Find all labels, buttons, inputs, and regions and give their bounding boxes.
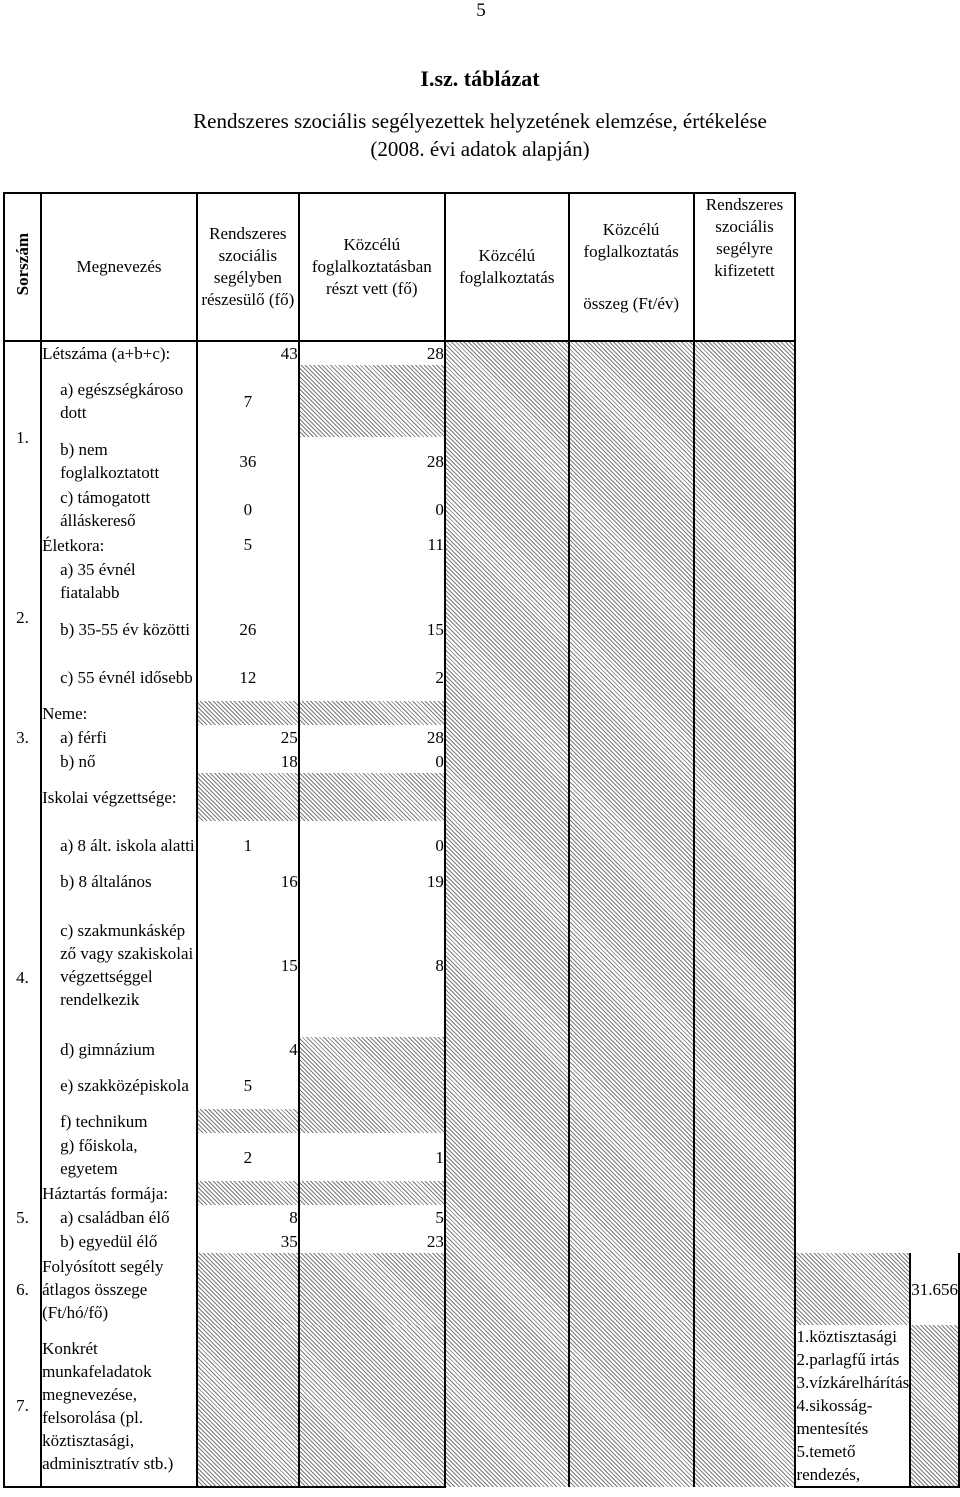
row-label: f) technikum <box>41 1109 197 1133</box>
cell-value: 0 <box>299 821 445 869</box>
cell-value: 19 <box>299 869 445 893</box>
cell-value: 18 <box>197 749 299 773</box>
section-1-head: Létszáma (a+b+c): <box>41 341 197 365</box>
hatched-cell <box>197 1325 299 1487</box>
table-row <box>4 341 959 365</box>
cell-value: 16 <box>197 869 299 893</box>
hatched-cell <box>299 365 445 437</box>
hatched-cell <box>795 1253 910 1325</box>
cell-value: 1 <box>299 1133 445 1181</box>
data-table <box>3 192 960 1488</box>
row-label: a) 8 ált. iskola alatti <box>41 821 197 869</box>
header-row <box>4 193 959 341</box>
cell-value: 28 <box>299 725 445 749</box>
page-number: 5 <box>476 0 486 21</box>
row-number-3: 3. <box>4 701 41 773</box>
subtitle-line-2: (2008. évi adatok alapján) <box>370 137 590 161</box>
table-title: I.sz. táblázat <box>420 66 540 91</box>
row-label: b) egyedül élő <box>41 1229 197 1253</box>
header-kozcelu-reszt-vett: Közcélú foglalkoztatásban részt vett (fő) <box>299 193 445 341</box>
header-kozcelu: Közcélú foglalkoztatás <box>445 193 569 341</box>
hatched-cell <box>694 341 796 1487</box>
header-sorszam: Sorszám <box>4 193 41 341</box>
hatched-cell <box>445 341 569 1487</box>
header-reszesulo: Rendszeres szociális segélyben részesülő (fő) <box>197 193 299 341</box>
list-item: 4.sikosság-mentesítés <box>796 1396 873 1438</box>
cell-value: 0 <box>299 749 445 773</box>
cell-value: 5 <box>197 1061 299 1109</box>
row-label: c) támogatott álláskereső <box>41 485 197 533</box>
row-label: b) nő <box>41 749 197 773</box>
row-label: g) főiskola, egyetem <box>41 1133 197 1181</box>
hatched-cell <box>197 773 299 821</box>
cell-value: 2 <box>197 1133 299 1181</box>
header-kifizetett: Rendszeres szociális segélyre kifizetett <box>694 193 796 341</box>
hatched-cell <box>299 1253 445 1325</box>
avg-amount: 31.656 <box>910 1253 959 1325</box>
row-number-5: 5. <box>4 1181 41 1253</box>
list-item: 3.vízkárelhárítás <box>796 1373 910 1392</box>
list-item: 5.temető rendezés, <box>796 1442 861 1484</box>
row-label: b) nem foglalkoztatott <box>41 437 197 485</box>
hatched-cell <box>299 1325 445 1487</box>
section-4-head: Iskolai végzettsége: <box>41 773 197 821</box>
cell-value: 8 <box>299 893 445 1037</box>
cell-value: 0 <box>197 485 299 533</box>
hatched-cell <box>299 1181 445 1205</box>
cell-value: 12 <box>197 653 299 701</box>
cell-value: 43 <box>197 341 299 365</box>
row-number-6: 6. <box>4 1253 41 1325</box>
cell-value: 23 <box>299 1229 445 1253</box>
cell-value: 5 <box>197 533 299 605</box>
section-2-head: Életkora: <box>41 533 197 557</box>
task-list <box>795 1325 910 1487</box>
cell-value: 25 <box>197 725 299 749</box>
cell-value: 4 <box>197 1037 299 1061</box>
row-number-1: 1. <box>4 341 41 533</box>
row-number-7: 7. <box>4 1325 41 1487</box>
row-label: a) férfi <box>41 725 197 749</box>
row-label: a) egészségkároso dott <box>41 365 197 437</box>
cell-value: 15 <box>197 893 299 1037</box>
cell-value: 11 <box>299 533 445 605</box>
cell-value: 8 <box>197 1205 299 1229</box>
row-label: a) 35 évnél fiatalabb <box>41 557 197 605</box>
row-label: d) gimnázium <box>41 1037 197 1061</box>
cell-value: 0 <box>299 485 445 533</box>
section-5-head: Háztartás formája: <box>41 1181 197 1205</box>
cell-value: 36 <box>197 437 299 485</box>
hatched-cell <box>197 1181 299 1205</box>
hatched-cell <box>197 1253 299 1325</box>
hatched-cell <box>569 341 694 1487</box>
row-number-2: 2. <box>4 533 41 701</box>
row-label: b) 8 általános <box>41 869 197 893</box>
hatched-cell <box>299 1037 445 1133</box>
row-label: a) családban élő <box>41 1205 197 1229</box>
hatched-cell <box>299 701 445 725</box>
section-7-label: Konkrét munkafeladatok megnevezése, felsorolása (pl. köztisztasági, adminisztratív stb.) <box>41 1325 197 1487</box>
hatched-cell <box>910 1325 959 1487</box>
hatched-cell <box>299 773 445 821</box>
row-label: c) 55 évnél idősebb <box>41 653 197 701</box>
cell-value: 15 <box>299 605 445 653</box>
cell-value: 26 <box>197 605 299 653</box>
list-item: 2.parlagfű irtás <box>796 1350 900 1369</box>
row-label: e) szakközépiskola <box>41 1061 197 1109</box>
list-item: 1.köztisztasági <box>796 1327 897 1346</box>
header-kozcelu-osszeg: Közcélú foglalkoztatás összeg (Ft/év) <box>569 193 694 341</box>
cell-value: 35 <box>197 1229 299 1253</box>
cell-value: 28 <box>299 341 445 365</box>
row-label: b) 35-55 év közötti <box>41 605 197 653</box>
cell-value: 7 <box>197 365 299 437</box>
hatched-cell <box>197 1109 299 1133</box>
cell-value: 2 <box>299 653 445 701</box>
cell-value: 28 <box>299 437 445 485</box>
hatched-cell <box>197 701 299 725</box>
cell-value: 5 <box>299 1205 445 1229</box>
row-number-4: 4. <box>4 773 41 1181</box>
section-6-label: Folyósított segély átlagos összege (Ft/hó/fő) <box>41 1253 197 1325</box>
section-3-head: Neme: <box>41 701 197 725</box>
row-label: c) szakmunkáskép ző vagy szakiskolai végzettséggel rendelkezik <box>41 893 197 1037</box>
header-megnevezes: Megnevezés <box>41 193 197 341</box>
cell-value: 1 <box>197 821 299 869</box>
subtitle-line-1: Rendszeres szociális segélyezettek helyzetének elemzése, értékelése <box>193 109 767 133</box>
